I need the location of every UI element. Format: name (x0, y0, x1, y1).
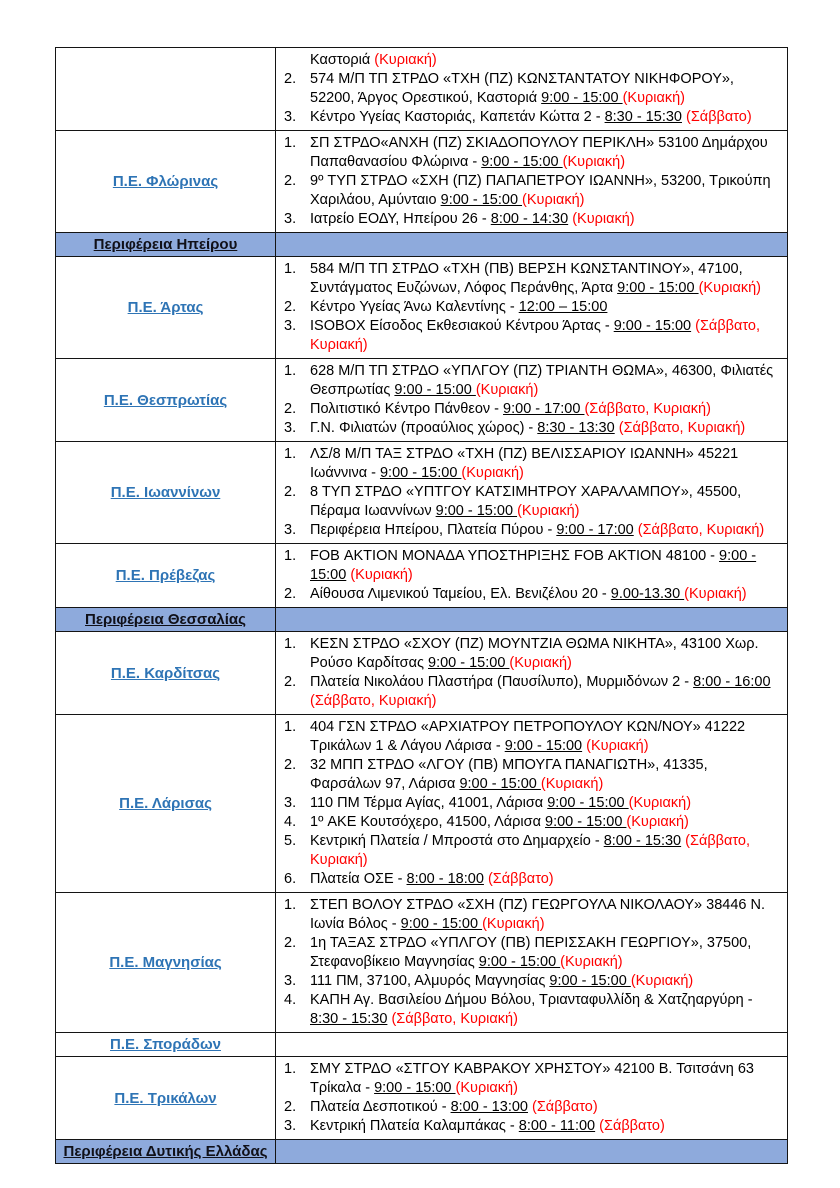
location-item-text (310, 400, 781, 419)
time-range: 9:00 - 15:00 (400, 916, 483, 932)
location-text: Αίθουσα Λιμενικού Ταμείου, Ελ. Βενιζέλου 20 - (310, 586, 611, 602)
location-text: Καστοριά (310, 52, 375, 68)
location-item-text (310, 419, 781, 438)
location-item (284, 794, 781, 813)
location-item-number: 2. (284, 586, 297, 602)
unit-label[interactable]: Π.Ε. Λάρισας (119, 795, 212, 812)
location-item-number: 1. (284, 548, 297, 564)
unit-label[interactable]: Π.Ε. Άρτας (127, 299, 204, 316)
day-label: (Κυριακή) (475, 382, 539, 398)
location-item-number: 2. (284, 71, 297, 87)
location-item (284, 483, 781, 521)
location-item (284, 134, 781, 172)
location-item-text (310, 896, 781, 934)
location-item-number: 3. (284, 318, 297, 334)
location-list (284, 547, 781, 604)
location-item-number: 3. (284, 1118, 297, 1134)
location-text: Κέντρο Υγείας Καστοριάς, Καπετάν Κώττα 2 - (310, 109, 605, 125)
unit-label-cell (56, 359, 276, 442)
unit-label-cell (56, 131, 276, 233)
day-label: (Σάββατο) (686, 109, 752, 125)
unit-row (56, 359, 788, 442)
day-label: (Σάββατο) (599, 1118, 665, 1134)
day-label: (Κυριακή) (684, 586, 747, 602)
unit-label[interactable]: Π.Ε. Θεσπρωτίας (103, 391, 228, 409)
unit-locations-cell (276, 48, 788, 131)
time-range: 12:00 – 15:00 (518, 299, 608, 315)
location-text: 628 Μ/Π ΤΠ ΣΤΡΔΟ «ΥΠΛΓΟΥ (ΠΖ) ΤΡΙΑΝΤΗ ΘΩΜΑ», 46300, Φιλιατές Θεσπρωτίας (310, 363, 774, 398)
day-label: (Σάββατο, Κυριακή) (310, 833, 751, 868)
location-text: Πλατεία Δεσποτικού - (310, 1099, 451, 1115)
location-text: Περιφέρεια Ηπείρου, Πλατεία Πύρου - (310, 522, 557, 538)
time-range: 8:00 - 18:00 (406, 871, 484, 887)
unit-label-cell (56, 544, 276, 608)
unit-row (56, 131, 788, 233)
unit-label-cell (56, 715, 276, 893)
time-range: 9:00 - 15:00 (379, 465, 462, 481)
day-label: (Σάββατο, Κυριακή) (584, 401, 711, 417)
location-item (284, 832, 781, 870)
location-text: Πολιτιστικό Κέντρο Πάνθεον - (310, 401, 504, 417)
unit-label-cell (56, 893, 276, 1033)
unit-locations-cell (276, 632, 788, 715)
unit-label[interactable]: Π.Ε. Σποράδων (110, 1036, 221, 1053)
unit-label[interactable]: Π.Ε. Καρδίτσας (110, 664, 221, 682)
unit-locations-cell (276, 257, 788, 359)
time-range: 8:00 - 11:00 (518, 1118, 596, 1134)
region-section-row (56, 1140, 788, 1164)
location-text: 1η ΤΑΞΑΣ ΣΤΡΔΟ «ΥΠΛΓΟΥ (ΠΒ) ΠΕΡΙΣΣΑΚΗ ΓΕΩΡΓΙΟΥ», 37500, Στεφανοβίκειο Μαγνησίας (310, 935, 752, 970)
day-label: (Κυριακή) (626, 814, 689, 830)
location-item (284, 51, 781, 70)
location-item-number: 1. (284, 446, 297, 462)
location-item-text (310, 260, 781, 298)
time-range: 8:30 - 15:30 (604, 109, 682, 125)
location-item-text (310, 521, 781, 540)
time-range: 9:00 - 15:00 (394, 382, 476, 398)
location-item-text (310, 756, 781, 794)
location-text: Κέντρο Υγείας Άνω Καλεντίνης - (310, 299, 519, 315)
day-label: (Σάββατο, Κυριακή) (637, 522, 765, 538)
day-label: (Σάββατο, Κυριακή) (618, 420, 746, 436)
location-list (284, 635, 781, 711)
unit-row (56, 1057, 788, 1140)
time-range: 9:00 - 15:00 (545, 814, 627, 830)
location-item (284, 172, 781, 210)
location-item-text (310, 813, 781, 832)
day-label: (Κυριακή) (560, 954, 623, 970)
location-item-text (310, 317, 781, 355)
location-list (284, 445, 781, 540)
location-item-text (310, 210, 781, 229)
time-range: 9:00 - 15:00 (459, 776, 541, 792)
location-text: ISOBOX Είσοδος Εκθεσιακού Κέντρου Άρτας - (310, 318, 614, 334)
location-item-text (310, 934, 781, 972)
unit-label-cell (56, 48, 276, 131)
region-section-label[interactable]: Περιφέρεια Ηπείρου (93, 236, 238, 253)
location-item-text (310, 172, 781, 210)
location-item-number: 2. (284, 173, 297, 189)
region-section-label[interactable]: Περιφέρεια Θεσσαλίας (85, 611, 246, 628)
day-label: (Κυριακή) (517, 503, 580, 519)
location-item-text (310, 972, 781, 991)
unit-label-cell (56, 442, 276, 544)
location-item (284, 445, 781, 483)
time-range: 9:00 - 15:00 (547, 795, 629, 811)
unit-locations-cell (276, 131, 788, 233)
time-range: 9.00-13.30 (610, 586, 685, 602)
day-label: (Κυριακή) (586, 738, 649, 754)
unit-label[interactable]: Π.Ε. Ιωαννίνων (110, 484, 221, 501)
location-item-number: 1. (284, 719, 297, 735)
day-label: (Σάββατο, Κυριακή) (391, 1011, 518, 1027)
location-text: ΚΕΣΝ ΣΤΡΔΟ «ΣΧΟΥ (ΠΖ) ΜΟΥΝΤΖΙΑ ΘΩΜΑ ΝΙΚΗΤΑ», 43100 Χωρ. Ρούσο Καρδίτσας (310, 636, 759, 671)
region-section-row (56, 233, 788, 257)
location-item-text (310, 585, 781, 604)
location-item (284, 635, 781, 673)
unit-row (56, 1033, 788, 1057)
time-range: 8:30 - 13:30 (537, 420, 615, 436)
location-text: Γ.Ν. Φιλιατών (προαύλιος χώρος) - (310, 420, 538, 436)
location-item-number: 3. (284, 522, 297, 538)
day-label: (Κυριακή) (622, 90, 686, 106)
location-item-number: 2. (284, 674, 297, 690)
location-text: 111 ΠΜ, 37100, Αλμυρός Μαγνησίας (310, 973, 550, 989)
location-item-number: 2. (284, 401, 297, 417)
location-list (284, 362, 781, 438)
location-item (284, 521, 781, 540)
day-label: (Κυριακή) (374, 52, 437, 68)
location-item (284, 870, 781, 889)
location-item-text (310, 635, 781, 673)
location-list (284, 1060, 781, 1136)
day-label: (Κυριακή) (455, 1080, 518, 1096)
location-item-text (310, 832, 781, 870)
time-range: 8:30 - 15:30 (310, 1011, 388, 1027)
unit-label[interactable]: Π.Ε. Τρικάλων (114, 1089, 217, 1107)
location-item (284, 1098, 781, 1117)
day-label: (Κυριακή) (698, 280, 762, 296)
location-item-number: 4. (284, 814, 297, 830)
location-text: ΛΣ/8 Μ/Π ΤΑΞ ΣΤΡΔΟ «ΤΧΗ (ΠΖ) ΒΕΛΙΣΣΑΡΙΟΥ ΙΩΑΝΝΗ» 45221 Ιωάννινα - (310, 446, 739, 481)
vaccination-locations-table-wrap (55, 47, 787, 1164)
location-item (284, 260, 781, 298)
location-text: 32 ΜΠΠ ΣΤΡΔΟ «ΛΓΟΥ (ΠΒ) ΜΠΟΥΓΑ ΠΑΝΑΓΙΩΤΗ», 41335, Φαρσάλων 97, Λάρισα (310, 757, 708, 792)
location-item-text (310, 51, 781, 70)
day-label: (Κυριακή) (461, 465, 524, 481)
location-text: Πλατεία Νικολάου Πλαστήρα (Παυσίλυπο), Μυρμιδόνων 2 - (310, 674, 694, 690)
unit-locations-cell (276, 359, 788, 442)
region-section-empty-cell (276, 233, 788, 257)
location-item (284, 70, 781, 108)
location-item-number: 1. (284, 135, 297, 151)
unit-row (56, 442, 788, 544)
unit-row (56, 257, 788, 359)
vaccination-locations-table (55, 47, 788, 1164)
day-label: (Σάββατο, Κυριακή) (310, 693, 437, 709)
location-item-number: 3. (284, 211, 297, 227)
location-text: ΣΤΕΠ ΒΟΛΟΥ ΣΤΡΔΟ «ΣΧΗ (ΠΖ) ΓΕΩΡΓΟΥΛΑ ΝΙΚΟΛΑΟΥ» 38446 Ν. Ιωνία Βόλος - (310, 897, 765, 932)
day-label: (Κυριακή) (628, 795, 692, 811)
location-item (284, 991, 781, 1029)
unit-locations-cell (276, 442, 788, 544)
location-item (284, 756, 781, 794)
day-label: (Κυριακή) (572, 211, 635, 227)
day-label: (Σάββατο, Κυριακή) (310, 318, 760, 353)
region-section-empty-cell (276, 1140, 788, 1164)
location-item-number: 3. (284, 420, 297, 436)
location-item-text (310, 718, 781, 756)
location-item-number: 2. (284, 299, 297, 315)
location-text: Κεντρική Πλατεία Καλαμπάκας - (310, 1118, 519, 1134)
location-item-text (310, 445, 781, 483)
location-text: 110 ΠΜ Τέρμα Αγίας, 41001, Λάρισα (310, 795, 548, 811)
location-text: 8 ΤΥΠ ΣΤΡΔΟ «ΥΠΤΓΟΥ ΚΑΤΣΙΜΗΤΡΟΥ ΧΑΡΑΛΑΜΠΟΥ», 45500, Πέραμα Ιωαννίνων (310, 484, 742, 519)
location-text: 9º ΤΥΠ ΣΤΡΔΟ «ΣΧΗ (ΠΖ) ΠΑΠΑΠΕΤΡΟΥ ΙΩΑΝΝΗ», 53200, Τρικούπη Χαριλάου, Αμύνταιο (310, 173, 771, 208)
day-label: (Κυριακή) (522, 192, 585, 208)
location-item-text (310, 1098, 781, 1117)
location-item-text (310, 298, 781, 317)
location-item-text (310, 991, 781, 1029)
unit-label-cell (56, 1057, 276, 1140)
location-item-text (310, 673, 781, 711)
location-text: ΚΑΠΗ Αγ. Βασιλείου Δήμου Βόλου, Τριανταφυλλίδη & Χατζηαργύρη - (310, 992, 753, 1008)
location-text: FOB ΑΚΤΙΟΝ ΜΟΝΑΔΑ ΥΠΟΣΤΗΡΙΞΗΣ FOB ΑΚΤΙΟΝ 48100 - (310, 548, 720, 564)
location-item-number: 1. (284, 636, 297, 652)
location-item (284, 585, 781, 604)
location-item (284, 419, 781, 438)
day-label: (Κυριακή) (350, 567, 413, 583)
location-item-text (310, 1060, 781, 1098)
time-range: 9:00 - 15:00 (310, 548, 757, 583)
location-item-number: 2. (284, 757, 297, 773)
time-range: 8:00 - 15:30 (603, 833, 682, 849)
time-range: 9:00 - 15:00 (541, 90, 623, 106)
region-section-label-cell (56, 608, 276, 632)
location-text: 584 Μ/Π ΤΠ ΣΤΡΔΟ «ΤΧΗ (ΠΒ) ΒΕΡΣΗ ΚΩΝΣΤΑΝΤΙΝΟΥ», 47100, Συντάγματος Ευζώνων, Λόφος Περάνθης, Άρτα (310, 261, 743, 296)
location-item-text (310, 547, 781, 585)
location-item-number: 1. (284, 1061, 297, 1077)
time-range: 9:00 - 15:00 (440, 192, 523, 208)
day-label: (Κυριακή) (562, 154, 626, 170)
unit-label-cell (56, 257, 276, 359)
time-range: 9:00 - 15:00 (478, 954, 561, 970)
location-item-number: 3. (284, 973, 297, 989)
location-item (284, 673, 781, 711)
location-item (284, 317, 781, 355)
region-section-row (56, 608, 788, 632)
location-text: Ιατρείο ΕΟΔΥ, Ηπείρου 26 - (310, 211, 491, 227)
time-range: 8:00 - 13:00 (450, 1099, 528, 1115)
unit-label[interactable]: Π.Ε. Πρέβεζας (115, 567, 216, 584)
unit-locations-cell (276, 1057, 788, 1140)
time-range: 8:00 - 14:30 (490, 211, 569, 227)
location-text: Πλατεία ΟΣΕ - (310, 871, 407, 887)
location-item (284, 298, 781, 317)
region-section-empty-cell (276, 608, 788, 632)
region-section-label[interactable]: Περιφέρεια Δυτικής Ελλάδας (63, 1143, 268, 1160)
region-section-label-cell (56, 233, 276, 257)
location-item (284, 1117, 781, 1136)
location-item-text (310, 1117, 781, 1136)
day-label: (Κυριακή) (509, 655, 572, 671)
time-range: 9:00 - 15:00 (504, 738, 583, 754)
time-range: 9:00 - 15:00 (481, 154, 563, 170)
time-range: 9:00 - 15:00 (428, 655, 510, 671)
location-item (284, 210, 781, 229)
location-text: 574 Μ/Π ΤΠ ΣΤΡΔΟ «ΤΧΗ (ΠΖ) ΚΩΝΣΤΑΝΤΑΤΟΥ ΝΙΚΗΦΟΡΟΥ», 52200, Άργος Ορεστικού, Καστοριά (310, 71, 734, 106)
unit-row (56, 48, 788, 131)
location-item-number: 5. (284, 833, 297, 849)
location-item-text (310, 108, 781, 127)
location-item-number: 1. (284, 363, 297, 379)
time-range: 9:00 - 15:00 (374, 1080, 456, 1096)
unit-row (56, 893, 788, 1033)
location-item-number: 6. (284, 871, 297, 887)
location-item-number: 3. (284, 795, 297, 811)
location-item (284, 813, 781, 832)
location-item-text (310, 870, 781, 889)
unit-row (56, 544, 788, 608)
location-text: ΣΜΥ ΣΤΡΔΟ «ΣΤΓΟΥ ΚΑΒΡΑΚΟΥ ΧΡΗΣΤΟΥ» 42100 Β. Τσιτσάνη 63 Τρίκαλα - (310, 1061, 754, 1096)
unit-row (56, 632, 788, 715)
day-label: (Κυριακή) (630, 973, 694, 989)
region-section-label-cell (56, 1140, 276, 1164)
unit-locations-cell (276, 893, 788, 1033)
unit-locations-cell (276, 715, 788, 893)
location-item-number: 4. (284, 992, 297, 1008)
day-label: (Σάββατο) (487, 871, 554, 887)
location-text: ΣΠ ΣΤΡΔΟ«ΑΝΧΗ (ΠΖ) ΣΚΙΑΔΟΠΟΥΛΟΥ ΠΕΡΙΚΛΗ» 53100 Δημάρχου Παπαθανασίου Φλώρινα - (310, 135, 768, 170)
location-item (284, 547, 781, 585)
location-item-text (310, 362, 781, 400)
unit-label-cell (56, 632, 276, 715)
location-item (284, 362, 781, 400)
location-item-text (310, 483, 781, 521)
location-item-number: 2. (284, 1099, 297, 1115)
location-item-text (310, 134, 781, 172)
location-list (284, 260, 781, 355)
day-label: (Κυριακή) (540, 776, 604, 792)
location-item-number: 1. (284, 897, 297, 913)
location-item-number: 2. (284, 484, 297, 500)
location-text: 404 ΓΣΝ ΣΤΡΔΟ «ΑΡΧΙΑΤΡΟΥ ΠΕΤΡΟΠΟΥΛΟΥ ΚΩΝ/ΝΟΥ» 41222 Τρικάλων 1 & Λάγου Λάρισα - (310, 719, 746, 754)
location-item (284, 400, 781, 419)
time-range: 9:00 - 15:00 (549, 973, 631, 989)
location-text: 1º ΑΚΕ Κουτσόχερο, 41500, Λάρισα (310, 814, 545, 830)
time-range: 9:00 - 17:00 (503, 401, 585, 417)
unit-label[interactable]: Π.Ε. Φλώρινας (112, 173, 219, 190)
location-item-number: 3. (284, 109, 297, 125)
unit-row (56, 715, 788, 893)
location-item-number: 1. (284, 261, 297, 277)
location-item (284, 934, 781, 972)
location-text: Κεντρική Πλατεία / Μπροστά στο Δημαρχείο - (310, 833, 604, 849)
location-list (284, 896, 781, 1029)
time-range: 9:00 - 15:00 (435, 503, 518, 519)
unit-label-cell (56, 1033, 276, 1057)
day-label: (Σάββατο) (532, 1099, 598, 1115)
time-range: 9:00 - 17:00 (556, 522, 634, 538)
location-item-number: 2. (284, 935, 297, 951)
location-item (284, 1060, 781, 1098)
unit-locations-cell (276, 1033, 788, 1057)
time-range: 8:00 - 16:00 (693, 674, 771, 690)
location-item (284, 972, 781, 991)
location-item-text (310, 794, 781, 813)
unit-locations-cell (276, 544, 788, 608)
location-list (284, 51, 781, 127)
location-list (284, 134, 781, 229)
time-range: 9:00 - 15:00 (617, 280, 699, 296)
location-item (284, 896, 781, 934)
location-item (284, 108, 781, 127)
location-item-text (310, 70, 781, 108)
location-item (284, 718, 781, 756)
time-range: 9:00 - 15:00 (613, 318, 692, 334)
day-label: (Κυριακή) (482, 916, 545, 932)
unit-label[interactable]: Π.Ε. Μαγνησίας (109, 954, 222, 971)
location-list (284, 718, 781, 889)
